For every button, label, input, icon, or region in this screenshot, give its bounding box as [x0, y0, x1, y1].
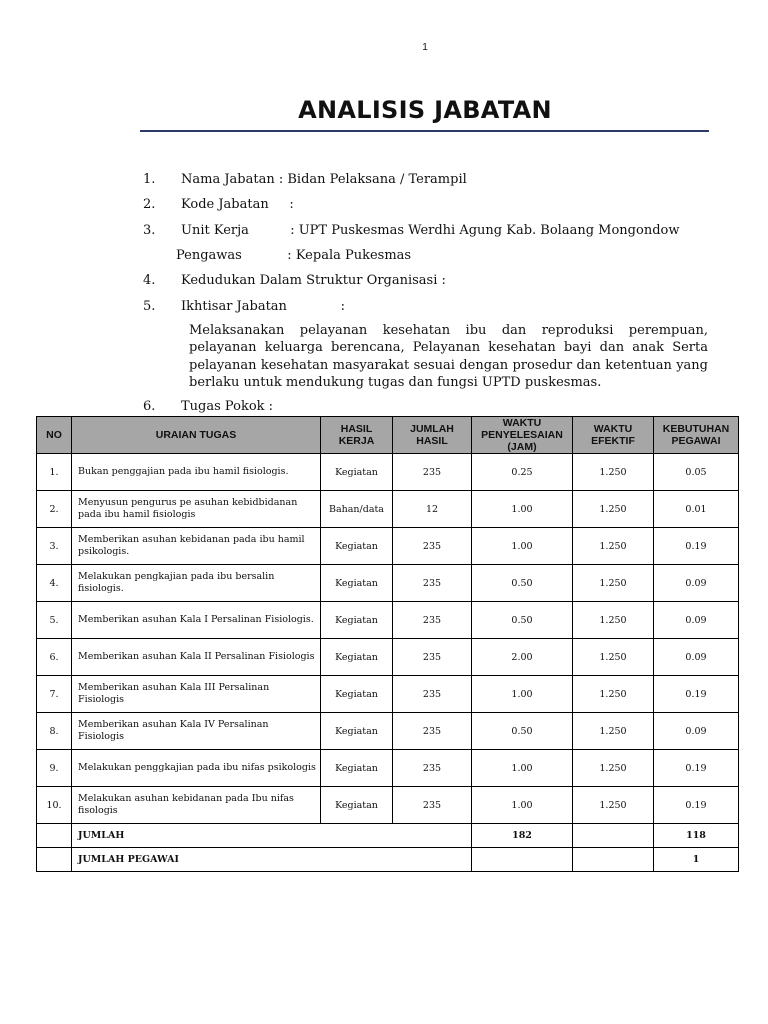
cell-hasil-kerja: Kegiatan	[321, 750, 393, 787]
cell-waktu-efektif: 1.250	[573, 639, 654, 676]
cell-hasil-kerja: Kegiatan	[321, 787, 393, 824]
header-waktu-efektif: WAKTU EFEKTIF	[573, 417, 654, 454]
cell-waktu-penyelesaian: 0.50	[472, 713, 573, 750]
cell-no: 4.	[37, 565, 72, 602]
table-row	[37, 491, 739, 528]
cell-jumlah-hasil: 235	[393, 676, 472, 713]
cell-uraian-tugas: Memberikan asuhan Kala II Persalinan Fisiologis	[72, 639, 321, 676]
table-row	[37, 676, 739, 713]
cell-jumlah-hasil: 12	[393, 491, 472, 528]
jumlah-row	[37, 824, 739, 848]
table-row	[37, 787, 739, 824]
cell-no: 7.	[37, 676, 72, 713]
field-text: Tugas Pokok :	[181, 399, 274, 414]
cell-uraian-tugas: Memberikan asuhan Kala III Persalinan Fisiologis	[72, 676, 321, 713]
jumlah-kebutuhan-total: 118	[654, 824, 739, 848]
cell-hasil-kerja: Kegiatan	[321, 565, 393, 602]
cell-hasil-kerja: Bahan/data	[321, 491, 393, 528]
header-uraian-tugas: URAIAN TUGAS	[72, 417, 321, 454]
cell-kebutuhan-pegawai: 0.05	[654, 454, 739, 491]
cell-uraian-tugas: Memberikan asuhan kebidanan pada ibu hamil psikologis.	[72, 528, 321, 565]
cell-waktu-efektif: 1.250	[573, 787, 654, 824]
cell-no: 3.	[37, 528, 72, 565]
header-no: NO	[37, 417, 72, 454]
jumlah-pegawai-label: JUMLAH PEGAWAI	[72, 848, 472, 872]
header-jumlah-hasil: JUMLAH HASIL	[393, 417, 472, 454]
cell-uraian-tugas: Memberikan asuhan Kala IV Persalinan Fisiologis	[72, 713, 321, 750]
cell-uraian-tugas: Melakukan penggkajian pada ibu nifas psikologis	[72, 750, 321, 787]
cell-jumlah-hasil: 235	[393, 787, 472, 824]
table-body	[37, 454, 739, 824]
cell-waktu-penyelesaian: 2.00	[472, 639, 573, 676]
table-row	[37, 454, 739, 491]
cell-waktu-penyelesaian: 1.00	[472, 676, 573, 713]
cell-uraian-tugas: Melakukan asuhan kebidanan pada Ibu nifas fisologis	[72, 787, 321, 824]
field-number: 6.	[143, 399, 156, 414]
cell-empty	[37, 824, 72, 848]
cell-empty	[573, 848, 654, 872]
cell-empty	[573, 824, 654, 848]
cell-hasil-kerja: Kegiatan	[321, 713, 393, 750]
cell-jumlah-hasil: 235	[393, 713, 472, 750]
cell-hasil-kerja: Kegiatan	[321, 528, 393, 565]
table-row	[37, 565, 739, 602]
field-number: 1.	[143, 172, 156, 187]
table-row	[37, 639, 739, 676]
cell-waktu-penyelesaian: 1.00	[472, 491, 573, 528]
cell-waktu-penyelesaian: 0.50	[472, 602, 573, 639]
cell-uraian-tugas: Bukan penggajian pada ibu hamil fisiologis.	[72, 454, 321, 491]
cell-kebutuhan-pegawai: 0.09	[654, 639, 739, 676]
cell-no: 5.	[37, 602, 72, 639]
table-row	[37, 750, 739, 787]
cell-waktu-efektif: 1.250	[573, 676, 654, 713]
jumlah-waktu-total: 182	[472, 824, 573, 848]
cell-empty	[472, 848, 573, 872]
cell-jumlah-hasil: 235	[393, 454, 472, 491]
cell-no: 10.	[37, 787, 72, 824]
cell-uraian-tugas: Menyusun pengurus pe asuhan kebidbidanan pada ibu hamil fisiologis	[72, 491, 321, 528]
cell-waktu-efektif: 1.250	[573, 491, 654, 528]
cell-kebutuhan-pegawai: 0.19	[654, 676, 739, 713]
cell-hasil-kerja: Kegiatan	[321, 639, 393, 676]
cell-jumlah-hasil: 235	[393, 639, 472, 676]
cell-jumlah-hasil: 235	[393, 602, 472, 639]
cell-jumlah-hasil: 235	[393, 750, 472, 787]
cell-kebutuhan-pegawai: 0.09	[654, 565, 739, 602]
cell-no: 8.	[37, 713, 72, 750]
field-number: 4.	[143, 273, 156, 288]
cell-uraian-tugas: Melakukan pengkajian pada ibu bersalin fisiologis.	[72, 565, 321, 602]
table-row	[37, 713, 739, 750]
table-row	[37, 602, 739, 639]
cell-kebutuhan-pegawai: 0.19	[654, 750, 739, 787]
field-text: Nama Jabatan : Bidan Pelaksana / Terampil	[181, 172, 467, 187]
header-hasil-kerja: HASIL KERJA	[321, 417, 393, 454]
field-text: Ikhtisar Jabatan :	[181, 299, 346, 314]
cell-waktu-penyelesaian: 1.00	[472, 750, 573, 787]
field-text: Unit Kerja : UPT Puskesmas Werdhi Agung Kab. Bolaang Mongondow	[181, 223, 680, 238]
table-header-row	[37, 417, 739, 454]
field-number: 3.	[143, 223, 156, 238]
jumlah-pegawai-row	[37, 848, 739, 872]
document-title: ANALISIS JABATAN	[298, 96, 552, 124]
header-waktu-penyelesaian: WAKTU PENYELESAIAN (JAM)	[472, 417, 573, 454]
cell-jumlah-hasil: 235	[393, 565, 472, 602]
field-number: 5.	[143, 299, 156, 314]
cell-no: 6.	[37, 639, 72, 676]
cell-no: 2.	[37, 491, 72, 528]
cell-kebutuhan-pegawai: 0.09	[654, 602, 739, 639]
cell-waktu-efektif: 1.250	[573, 713, 654, 750]
field-pengawas: Pengawas : Kepala Pukesmas	[176, 248, 412, 263]
cell-waktu-penyelesaian: 0.50	[472, 565, 573, 602]
cell-waktu-efektif: 1.250	[573, 750, 654, 787]
header-kebutuhan-pegawai: KEBUTUHAN PEGAWAI	[654, 417, 739, 454]
cell-waktu-efektif: 1.250	[573, 602, 654, 639]
cell-kebutuhan-pegawai: 0.19	[654, 528, 739, 565]
cell-no: 1.	[37, 454, 72, 491]
title-underline	[140, 130, 709, 132]
cell-waktu-penyelesaian: 1.00	[472, 787, 573, 824]
cell-hasil-kerja: Kegiatan	[321, 454, 393, 491]
field-number: 2.	[143, 197, 156, 212]
cell-uraian-tugas: Memberikan asuhan Kala I Persalinan Fisiologis.	[72, 602, 321, 639]
ikhtisar-description: Melaksanakan pelayanan kesehatan ibu dan reproduksi perempuan, pelayanan keluarga berencana, Pelayanan kesehatan bayi dan anak Serta pelayanan kesehatan masyarakat sesuai dengan prosedur dan ketentuan yang berlaku untuk mendukung tugas dan fungsi UPTD puskesmas.	[189, 323, 708, 390]
table-row	[37, 528, 739, 565]
cell-waktu-penyelesaian: 0.25	[472, 454, 573, 491]
page-number: 1	[422, 42, 428, 53]
cell-waktu-penyelesaian: 1.00	[472, 528, 573, 565]
field-text: Kode Jabatan :	[181, 197, 294, 212]
cell-waktu-efektif: 1.250	[573, 528, 654, 565]
cell-kebutuhan-pegawai: 0.01	[654, 491, 739, 528]
cell-kebutuhan-pegawai: 0.19	[654, 787, 739, 824]
field-text: Kedudukan Dalam Struktur Organisasi :	[181, 273, 446, 288]
cell-waktu-efektif: 1.250	[573, 565, 654, 602]
cell-hasil-kerja: Kegiatan	[321, 676, 393, 713]
cell-no: 9.	[37, 750, 72, 787]
cell-empty	[37, 848, 72, 872]
cell-hasil-kerja: Kegiatan	[321, 602, 393, 639]
cell-kebutuhan-pegawai: 0.09	[654, 713, 739, 750]
cell-waktu-efektif: 1.250	[573, 454, 654, 491]
jumlah-label: JUMLAH	[72, 824, 472, 848]
jumlah-pegawai-value: 1	[654, 848, 739, 872]
cell-jumlah-hasil: 235	[393, 528, 472, 565]
tugas-table	[36, 416, 739, 872]
